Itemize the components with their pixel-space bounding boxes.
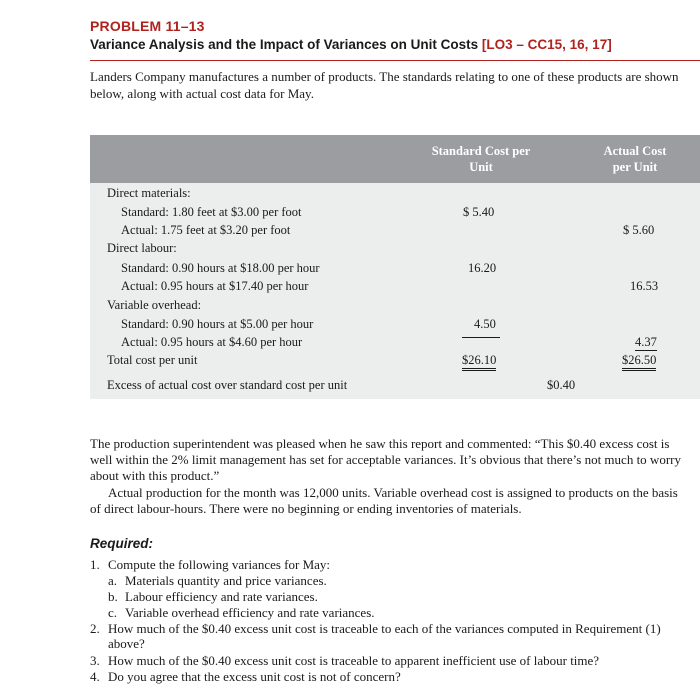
header-divider [90, 60, 700, 61]
q4-number: 4. [90, 669, 100, 684]
dm-standard-value: $ 5.40 [463, 205, 495, 219]
excess-label: Excess of actual cost over standard cost per unit [107, 378, 348, 392]
q2-text: How much of the $0.40 excess unit cost is traceable to each of the variances computed in Requirement (1) above? [108, 621, 661, 651]
q2-number: 2. [90, 621, 100, 636]
voh-standard-value: 4.50 [474, 317, 496, 331]
col-standard-cost: Standard Cost per Unit [431, 144, 531, 174]
q1a-text: Materials quantity and price variances. [125, 573, 327, 588]
q4-text: Do you agree that the excess unit cost is not of concern? [108, 669, 401, 684]
dm-actual-value: $ 5.60 [623, 223, 655, 237]
cost-table-header [90, 135, 700, 183]
standard-subtotal-rule [462, 337, 500, 338]
problem-title [90, 37, 612, 52]
total-actual-value [622, 353, 656, 368]
total-standard-amount: $26.10 [462, 353, 496, 371]
dl-heading: Direct labour: [107, 241, 177, 255]
learning-objective-reference: [LO3 – CC15, 16, 17] [481, 37, 612, 52]
dl-actual-value: 16.53 [630, 279, 659, 293]
total-actual-amount: $26.50 [622, 353, 656, 371]
problem-title-text: Variance Analysis and the Impact of Variances on Unit Costs [90, 37, 479, 52]
q1b-text: Labour efficiency and rate variances. [125, 589, 318, 604]
cost-table-body [90, 183, 700, 399]
voh-actual-label: Actual: 0.95 hours at $4.60 per hour [121, 335, 303, 349]
voh-heading: Variable overhead: [107, 298, 202, 312]
dm-standard-label: Standard: 1.80 feet at $3.00 per foot [121, 205, 302, 219]
q1-number: 1. [90, 557, 100, 572]
q3-number: 3. [90, 653, 100, 668]
total-label: Total cost per unit [107, 353, 198, 367]
dl-standard-label: Standard: 0.90 hours at $18.00 per hour [121, 261, 320, 275]
excess-value: $0.40 [547, 378, 576, 392]
col-actual-cost: Actual Cost per Unit [603, 144, 667, 174]
paragraph-production: Actual production for the month was 12,000 units. Variable overhead cost is assigned to products on the basis of direct labour-hours. There were no beginning or ending inventories of materials. [90, 485, 678, 516]
voh-actual-value [635, 335, 657, 350]
dm-actual-label: Actual: 1.75 feet at $3.20 per foot [121, 223, 291, 237]
q1c-letter: c. [108, 605, 118, 620]
dm-heading: Direct materials: [107, 186, 191, 200]
intro-paragraph: Landers Company manufactures a number of products. The standards relating to one of these products are shown below, along with actual cost data for May. [90, 69, 679, 101]
voh-actual-amount: 4.37 [635, 335, 657, 349]
dl-actual-label: Actual: 0.95 hours at $17.40 per hour [121, 279, 309, 293]
required-heading: Required: [90, 536, 154, 551]
q1b-letter: b. [108, 589, 118, 604]
paragraph-superintendent: The production superintendent was pleased when he saw this report and commented: “This $0.40 excess cost is well within the 2% limit management has set for acceptable variances. It’s obvious that there’s not much to worry about with this product.” [90, 436, 681, 483]
total-standard-value [462, 353, 496, 368]
q1-text: Compute the following variances for May: [108, 557, 331, 572]
voh-standard-label: Standard: 0.90 hours at $5.00 per hour [121, 317, 314, 331]
dl-standard-value: 16.20 [468, 261, 497, 275]
problem-label: PROBLEM 11–13 [90, 18, 205, 34]
q3-text: How much of the $0.40 excess unit cost is traceable to apparent inefficient use of labour time? [108, 653, 600, 668]
q1a-letter: a. [108, 573, 118, 588]
q1c-text: Variable overhead efficiency and rate variances. [125, 605, 375, 620]
